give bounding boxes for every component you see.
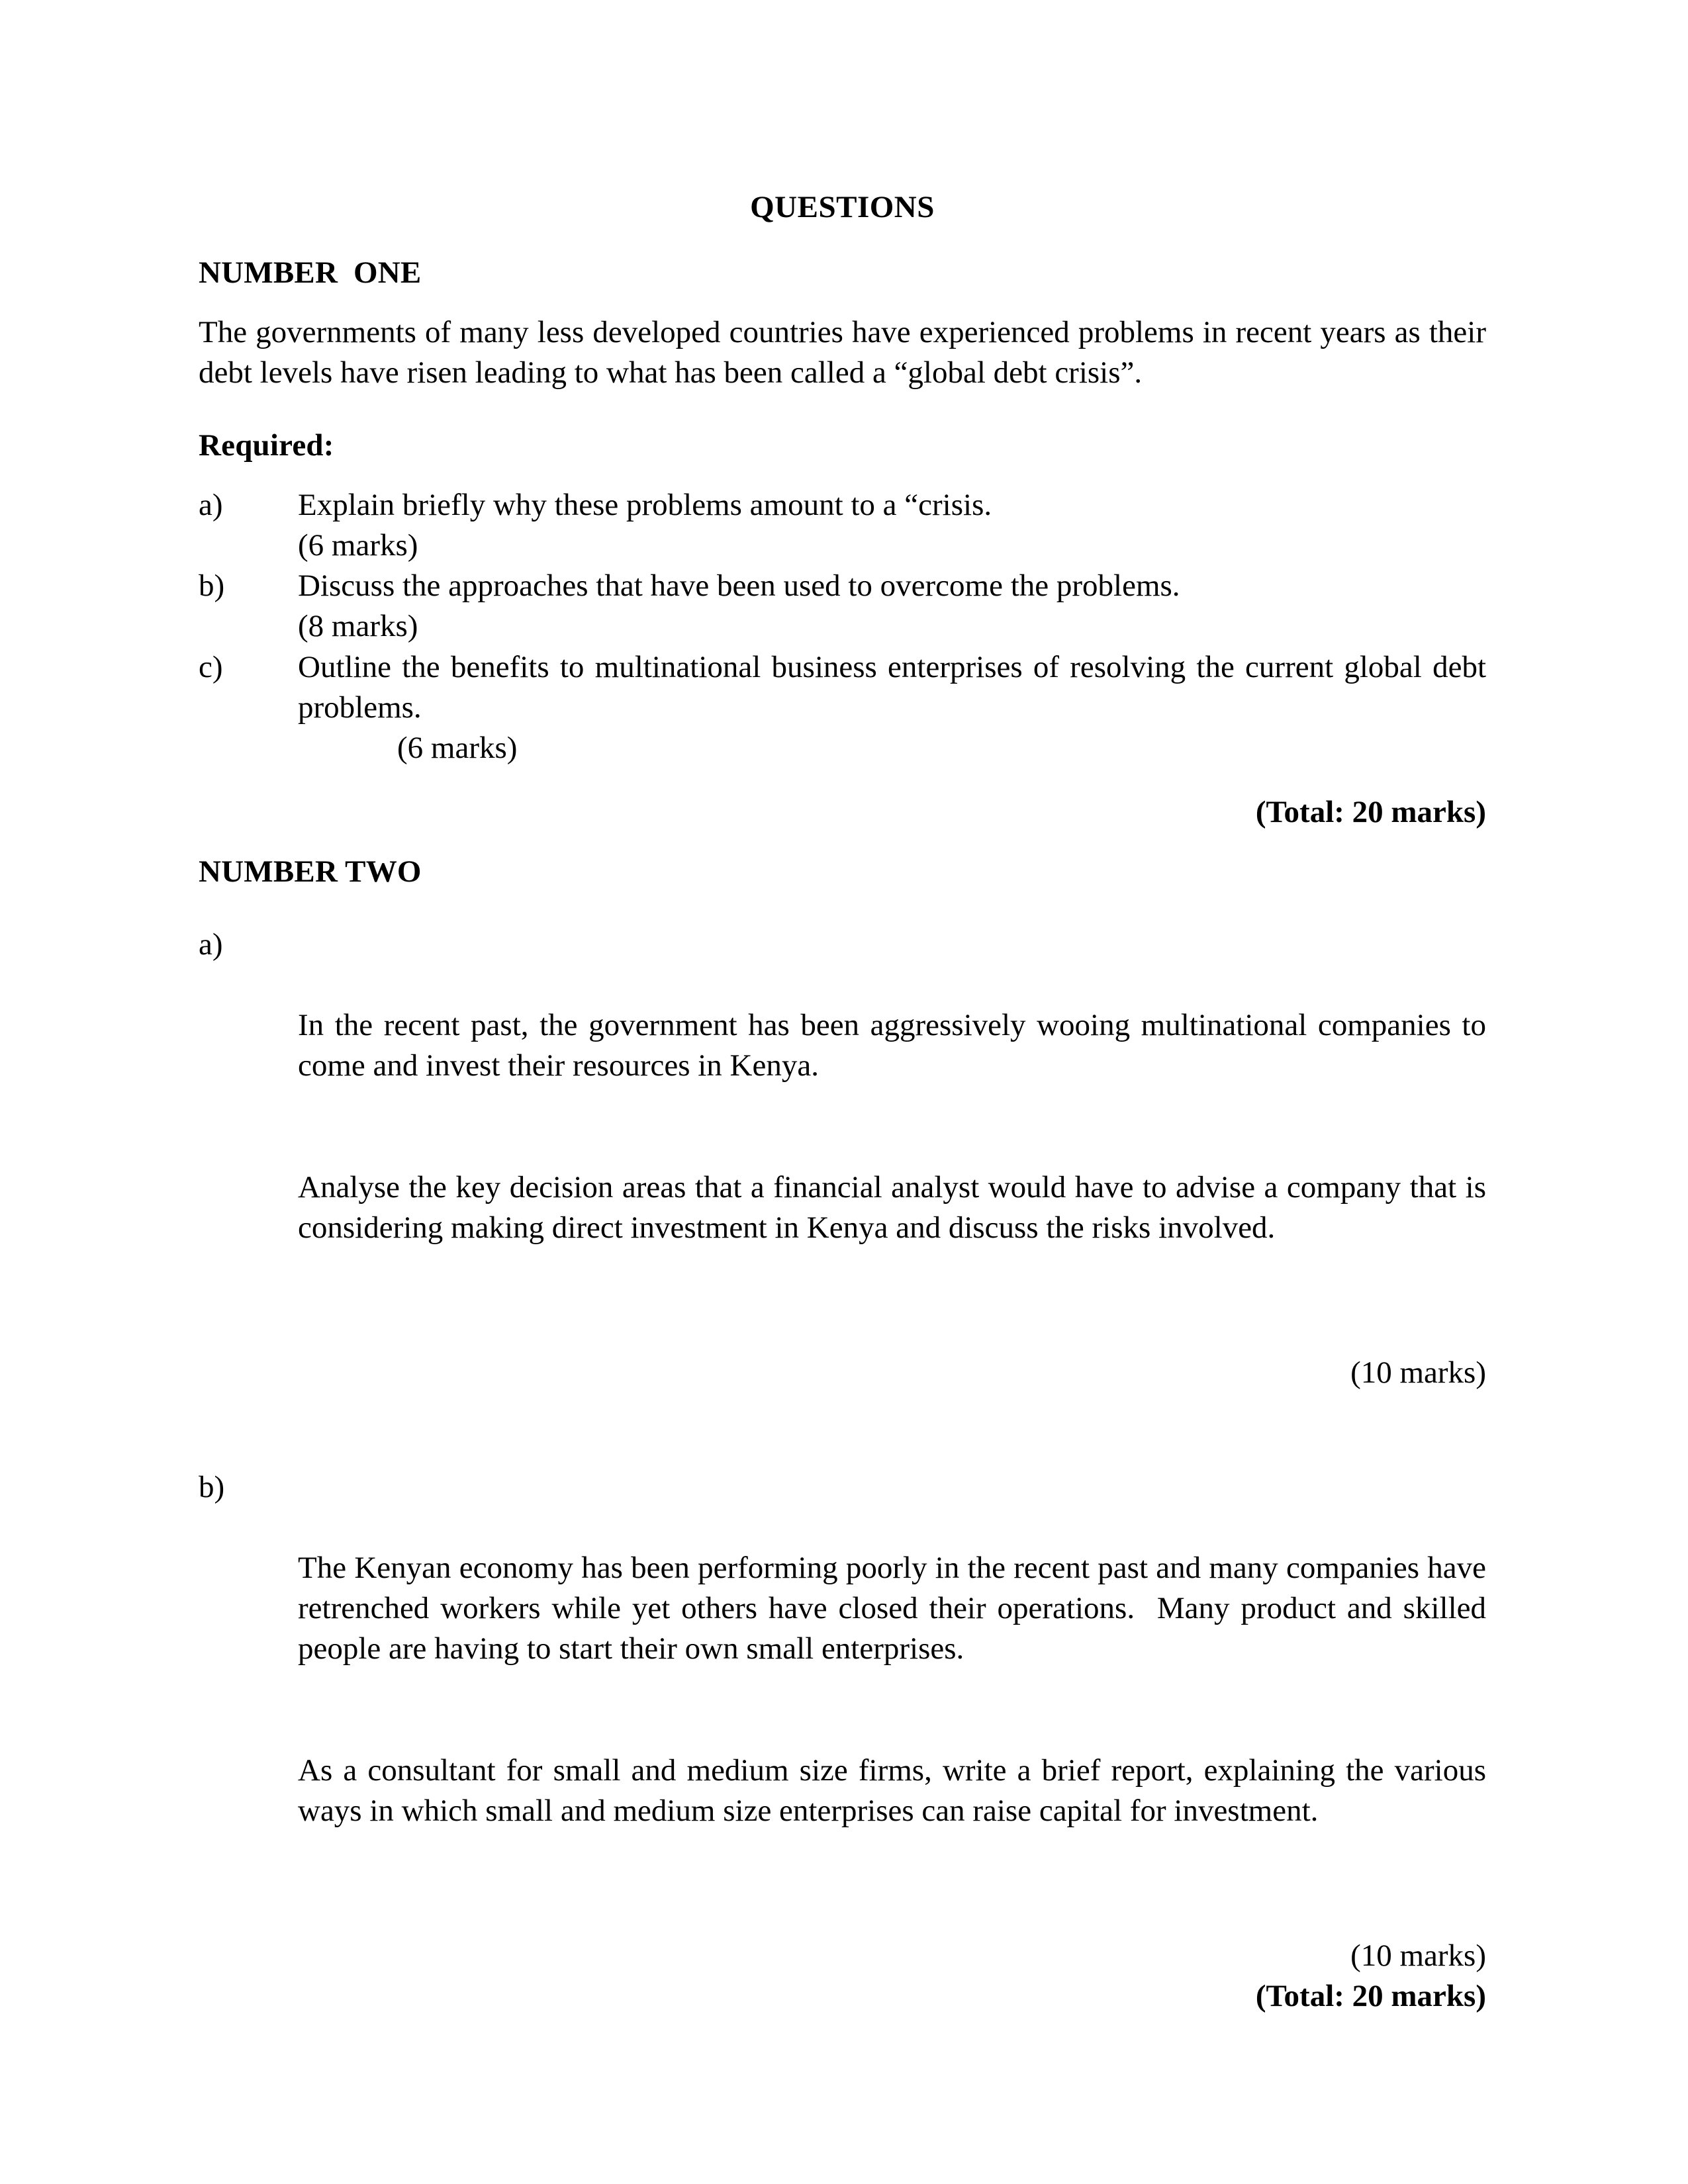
spacer [199, 768, 1486, 792]
list-item-marker: a) [199, 927, 223, 962]
spacer [199, 393, 1486, 430]
list-item [199, 566, 1486, 606]
section-heading-number-two: NUMBER TWO [199, 854, 422, 889]
page-title: QUESTIONS [750, 190, 935, 224]
spacer [199, 1329, 1486, 1353]
list-item-marker: b) [199, 1469, 225, 1504]
list-item-paragraph: Analyse the key decision areas that a financial analyst would have to advise a company that is considering making direct investment in Kenya and discuss the risks involved. [298, 1169, 1494, 1245]
list-item-marker: b) [199, 569, 225, 604]
spacer [199, 1393, 1486, 1467]
marks-allocation: (6 marks) [298, 528, 418, 563]
required-label: Required: [199, 428, 334, 463]
list-item [199, 647, 1494, 728]
list-item-text: Explain briefly why these problems amount to a “crisis. [298, 488, 992, 523]
spacer [199, 887, 1486, 925]
marks-allocation: (8 marks) [298, 609, 418, 644]
list-item-paragraph: In the recent past, the government has been aggressively wooing multinational companies to come and invest their resources in Kenya. [298, 1008, 1494, 1083]
spacer [199, 461, 1486, 485]
question-two-total-marks: (Total: 20 marks) [1255, 1979, 1486, 2014]
marks-allocation: (6 marks) [397, 730, 518, 765]
spacer [199, 1912, 1486, 1936]
question-one-intro-paragraph: The governments of many less developed countries have experienced problems in recent years as their debt levels have risen leading to what has been called a “global debt crisis”. [199, 315, 1494, 390]
marks-allocation: (10 marks) [1350, 1355, 1486, 1390]
marks-allocation: (10 marks) [1350, 1938, 1486, 1973]
spacer [199, 833, 1486, 856]
list-item [199, 485, 1486, 525]
list-item-paragraph: The Kenyan economy has been performing poorly in the recent past and many companies have retrenched workers while yet others have closed their operations. Many product and skilled people are having to start their own small enterprises. [298, 1551, 1494, 1666]
list-item-paragraph: As a consultant for small and medium size firms, write a brief report, explaining the various ways in which small and medium size enterprises can raise capital for investment. [298, 1752, 1494, 1828]
document-content [199, 190, 1494, 2017]
list-item-text: Discuss the approaches that have been used to overcome the problems. [298, 569, 1180, 604]
question-one-total-marks: (Total: 20 marks) [1255, 794, 1486, 829]
list-item [199, 1467, 1494, 1912]
list-item [199, 925, 1494, 1329]
section-heading-number-one: NUMBER ONE [199, 255, 422, 290]
list-item-marker: c) [199, 649, 223, 684]
list-item-text: Outline the benefits to multinational business enterprises of resolving the current global debt problems. [298, 649, 1494, 725]
list-item-marker: a) [199, 488, 223, 523]
spacer [199, 289, 1486, 312]
